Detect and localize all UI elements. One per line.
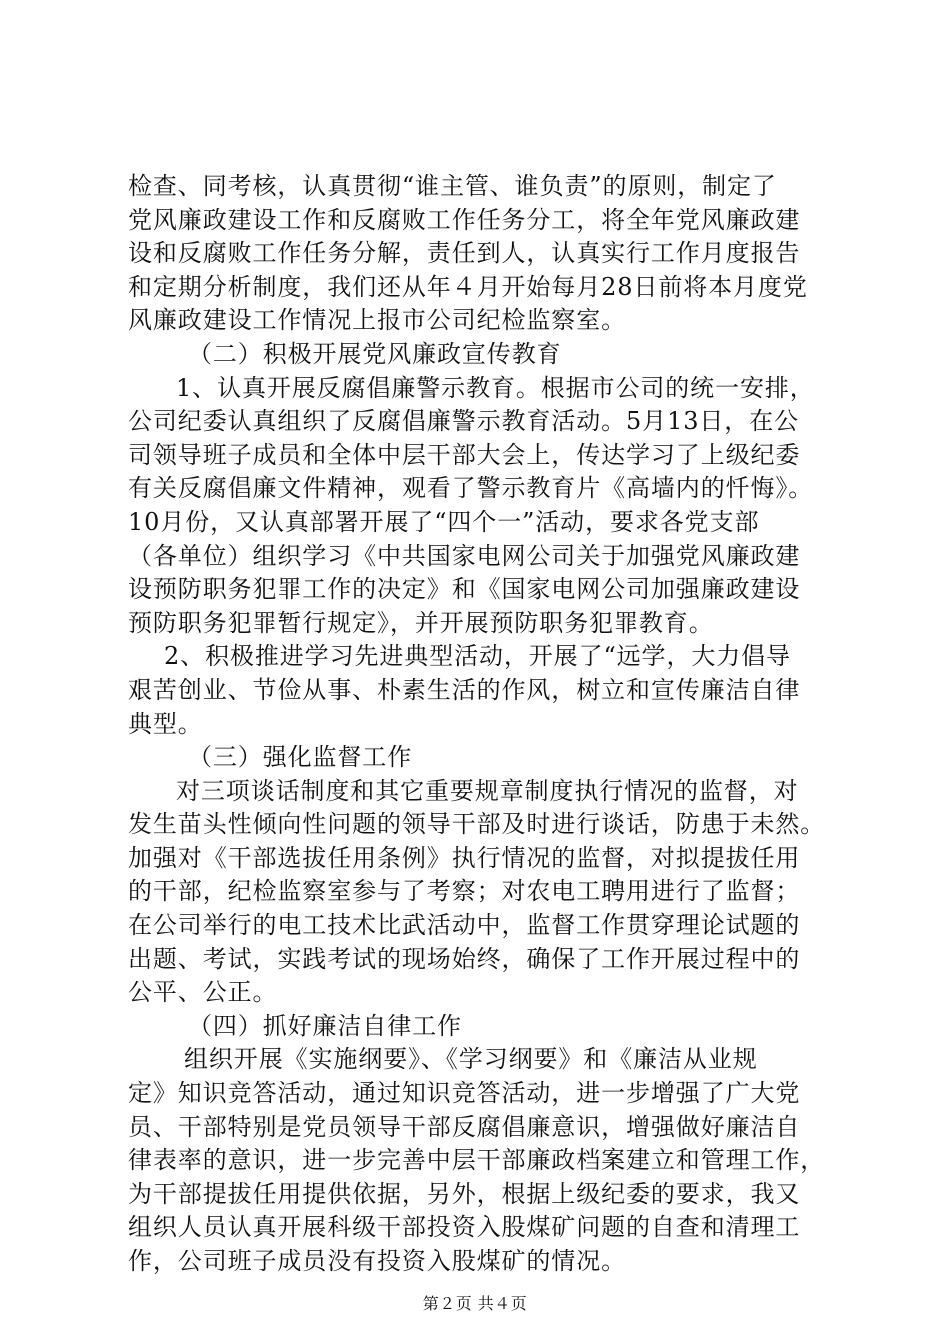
section-heading-4: （四）抓好廉洁自律工作 xyxy=(188,1011,462,1040)
document-body xyxy=(128,170,828,1279)
text-line: 艰苦创业、节俭从事、朴素生活的作风，树立和宣传廉洁自律 xyxy=(128,675,801,704)
text-line: 对三项谈话制度和其它重要规章制度执行情况的监督，对 xyxy=(176,776,799,805)
text-line: 司领导班子成员和全体中层干部大会上，传达学习了上级纪委 xyxy=(128,440,801,469)
text-line: 有关反腐倡廉文件精神，观看了警示教育片《高墙内的忏悔》。 xyxy=(128,474,814,503)
text-line: 在公司举行的电工技术比武活动中，监督工作贯穿理论试题的 xyxy=(128,911,801,940)
text-line: 预防职务犯罪暂行规定》，并开展预防职务犯罪教育。 xyxy=(128,608,714,637)
text-line: 定》知识竞答活动，通过知识竞答活动，进一步增强了广大党 xyxy=(128,1079,801,1108)
text-line: 员、干部特别是党员领导干部反腐倡廉意识，增强做好廉洁自 xyxy=(128,1112,801,1141)
text-line: 出题、考试，实践考试的现场始终，确保了工作开展过程中的 xyxy=(128,944,801,973)
text-line: 律表率的意识，进一步完善中层干部廉政档案建立和管理工作， xyxy=(128,1146,826,1175)
text-line: 作，公司班子成员没有投资入股煤矿的情况。 xyxy=(128,1247,626,1275)
text-line: 风廉政建设工作情况上报市公司纪检监察室。 xyxy=(128,306,626,335)
text-line: 党风廉政建设工作和反腐败工作任务分工，将全年党风廉政建 xyxy=(128,205,801,234)
text-line: 加强对《干部选拔任用条例》执行情况的监督，对拟提拔任用 xyxy=(128,843,801,872)
text-line: 设和反腐败工作任务分解，责任到人，认真实行工作月度报告 xyxy=(128,239,801,268)
text-line: 典型。 xyxy=(128,709,203,738)
text-line: 10月份，又认真部署开展了“四个一”活动，要求各党支部 xyxy=(128,507,760,536)
text-line: 2、积极推进学习先进典型活动，开展了“远学，大力倡导 xyxy=(164,642,791,671)
text-line: 组织开展《实施纲要》、《学习纲要》和《廉洁从业规 xyxy=(184,1045,758,1074)
text-line: 公平、公正。 xyxy=(128,978,278,1007)
text-line: 的干部，纪检监察室参与了考察；对农电工聘用进行了监督； xyxy=(128,877,801,906)
text-line: 发生苗头性倾向性问题的领导干部及时进行谈话，防患于未然。 xyxy=(128,810,826,839)
text-line: 组织人员认真开展科级干部投资入股煤矿问题的自查和清理工 xyxy=(128,1213,801,1242)
text-line: 1、认真开展反腐倡廉警示教育。根据市公司的统一安排， xyxy=(176,373,815,402)
section-heading-2: （二）积极开展党风廉政宣传教育 xyxy=(188,339,562,368)
text-line: 公司纪委认真组织了反腐倡廉警示教育活动。5月13日，在公 xyxy=(128,407,800,436)
text-line: （各单位）组织学习《中共国家电网公司关于加强党风廉政建 xyxy=(128,541,801,570)
page-number-footer: 第２页 共４页 xyxy=(422,1294,528,1313)
text-line: 设预防职务犯罪工作的决定》和《国家电网公司加强廉政建设 xyxy=(128,575,801,604)
text-line: 为干部提拔任用提供依据，另外，根据上级纪委的要求，我又 xyxy=(128,1179,801,1208)
text-line: 和定期分析制度，我们还从年４月开始每月28日前将本月度党 xyxy=(128,272,808,301)
section-heading-3: （三）强化监督工作 xyxy=(188,743,413,772)
text-line: 检查、同考核，认真贯彻“谁主管、谁负责”的原则，制定了 xyxy=(128,172,777,200)
